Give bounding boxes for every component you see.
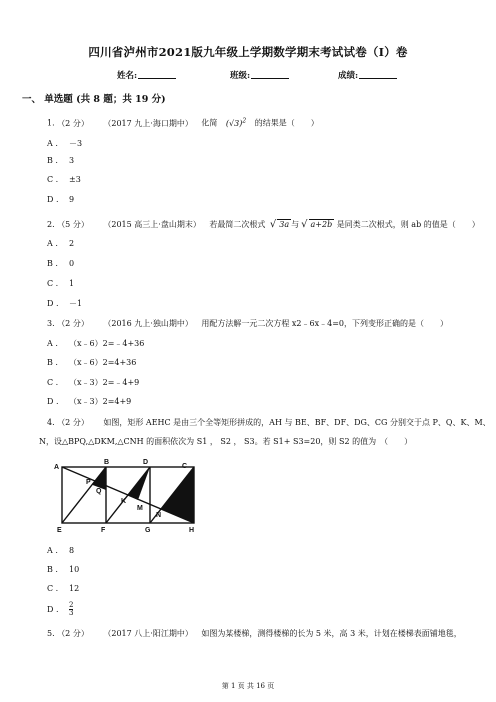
- question-5: [47, 628, 462, 639]
- question-1: [47, 117, 319, 129]
- option-text: 10: [69, 565, 80, 574]
- question-number: 4.: [47, 418, 55, 427]
- question-text: 如图，矩形 AEHC 是由三个全等矩形拼成的，AH 与 BE、BF、DF、DG、CG 分别交于点 P、Q、K、M、: [103, 418, 491, 427]
- math-radicand-a: 3a: [279, 220, 290, 229]
- option-a[interactable]: [47, 338, 144, 349]
- option-label: A .: [47, 546, 58, 555]
- triangle-dkm: [128, 467, 150, 500]
- question-3: [47, 318, 448, 329]
- option-label: B .: [47, 259, 58, 268]
- question-text: 若最简二次根式: [209, 220, 266, 229]
- label-q: Q: [96, 488, 102, 495]
- question-points: （2 分）: [57, 629, 89, 638]
- question-points: （2 分）: [57, 118, 89, 128]
- option-label: B .: [47, 156, 58, 165]
- page-footer: 第 1 页 共 16 页: [221, 682, 275, 690]
- option-label: B .: [47, 358, 58, 367]
- question-text: 用配方法解一元二次方程 x2﹣6x﹣4=0，下列变形正确的是（ ）: [201, 319, 449, 328]
- option-label: B .: [47, 565, 58, 574]
- option-b[interactable]: [47, 357, 136, 368]
- triangle-bpq: [92, 467, 106, 490]
- option-label: D .: [47, 195, 59, 204]
- option-label: A .: [47, 339, 58, 348]
- option-label: A .: [47, 239, 58, 248]
- question-number: 3.: [47, 319, 55, 328]
- option-text: 1: [69, 279, 75, 288]
- option-text: 12: [69, 584, 80, 593]
- fraction: [69, 602, 73, 617]
- option-text: －1: [69, 299, 83, 308]
- score-field: [338, 69, 397, 81]
- option-text: 9: [69, 195, 75, 204]
- option-d[interactable]: [47, 298, 82, 309]
- option-a[interactable]: [47, 239, 74, 248]
- label-d: D: [143, 459, 149, 466]
- option-text: （x﹣3）2=﹣4+9: [69, 378, 140, 387]
- option-label: D .: [47, 299, 59, 308]
- question-text-after: 是同类二次根式，则 ab 的值是（ ）: [336, 220, 480, 229]
- math-radicand: √3: [229, 118, 240, 128]
- label-b: B: [104, 459, 110, 466]
- label-c: C: [182, 463, 188, 470]
- option-c[interactable]: [47, 584, 79, 593]
- option-label: D .: [47, 604, 59, 614]
- label-f: F: [101, 527, 106, 534]
- question-source: （2017 九上·海口期中）: [103, 118, 193, 128]
- question-points: （2 分）: [57, 319, 89, 328]
- option-c[interactable]: [47, 377, 139, 388]
- class-blank: [251, 70, 289, 79]
- option-a[interactable]: [47, 546, 74, 555]
- option-text: （x﹣6）2=﹣4+36: [69, 339, 145, 348]
- option-b[interactable]: [47, 565, 79, 574]
- score-label: 成绩:: [338, 71, 359, 81]
- option-text: 2: [69, 239, 75, 248]
- option-text: 8: [69, 546, 75, 555]
- option-label: C .: [47, 175, 59, 184]
- label-m: M: [137, 505, 143, 512]
- question-number: 1.: [47, 118, 55, 128]
- fraction-denominator: 3: [69, 609, 74, 617]
- math-connector: 与: [291, 220, 300, 229]
- option-label: D .: [47, 397, 59, 406]
- fraction-numerator: 2: [69, 601, 74, 609]
- option-text: 0: [69, 259, 75, 268]
- label-e: E: [57, 527, 62, 534]
- option-label: A .: [47, 139, 58, 148]
- option-d[interactable]: [47, 602, 73, 617]
- label-a: A: [54, 464, 60, 471]
- class-field: [230, 69, 289, 81]
- math-exponent: 2: [242, 117, 247, 124]
- question-source: （2016 九上·独山期中）: [103, 319, 193, 328]
- label-h: H: [189, 527, 195, 534]
- score-blank: [359, 70, 397, 79]
- question-4-line-2: N，设△BPQ,△DKM,△CNH 的面积依次为 S1 ， S2 ， S3。若 S1+ S3=20，则 S2 的值为 （ ）: [39, 437, 413, 446]
- option-text: －3: [69, 139, 83, 148]
- question-number: 2.: [47, 220, 55, 229]
- math-expression: $(√3)^2$: [225, 117, 247, 128]
- option-a[interactable]: [47, 138, 82, 149]
- option-label: C .: [47, 584, 59, 593]
- option-d[interactable]: [47, 195, 74, 204]
- label-n: N: [156, 512, 162, 519]
- label-p: P: [86, 479, 91, 486]
- question-text-after: 的结果是（ ）: [254, 118, 319, 128]
- label-g: G: [145, 527, 151, 534]
- option-text: （x﹣3）2=4+9: [69, 397, 132, 406]
- option-text: 3: [69, 156, 75, 165]
- option-c[interactable]: [47, 175, 81, 184]
- question-points: （5 分）: [57, 220, 89, 229]
- rectangle-figure: [46, 457, 206, 537]
- option-d[interactable]: [47, 396, 131, 407]
- option-text: ±3: [69, 175, 81, 184]
- option-label: C .: [47, 378, 59, 387]
- option-b[interactable]: [47, 259, 74, 268]
- question-text: 如图为某楼梯，测得楼梯的长为 5 米，高 3 米，计划在楼梯表面铺地毯，: [201, 629, 462, 638]
- math-radicand-b: a+2b: [310, 220, 333, 229]
- option-text: （x﹣6）2=4+36: [69, 358, 137, 367]
- question-source: （2015 高三上·盘山期末）: [103, 220, 201, 229]
- option-b[interactable]: [47, 156, 74, 165]
- question-points: （2 分）: [57, 418, 89, 427]
- radical-sign: √: [269, 219, 277, 230]
- question-4: [47, 417, 491, 428]
- name-blank: [138, 70, 176, 79]
- question-source: （2017 八上·阳江期中）: [103, 629, 193, 638]
- question-2: [47, 219, 480, 230]
- question-text: 化简: [201, 118, 218, 128]
- section-heading: 一、 单选题 (共 8 题；共 19 分): [22, 94, 166, 105]
- triangle-cnh: [161, 467, 194, 523]
- name-label: 姓名:: [117, 71, 138, 81]
- name-field: [117, 69, 176, 81]
- option-label: C .: [47, 279, 59, 288]
- question-number: 5.: [47, 629, 55, 638]
- page-title: 四川省泸州市2021版九年级上学期数学期末考试试卷（I）卷: [88, 45, 408, 59]
- label-k: K: [121, 498, 127, 505]
- class-label: 班级:: [230, 71, 251, 81]
- option-c[interactable]: [47, 279, 74, 288]
- radical-sign: √: [301, 219, 308, 230]
